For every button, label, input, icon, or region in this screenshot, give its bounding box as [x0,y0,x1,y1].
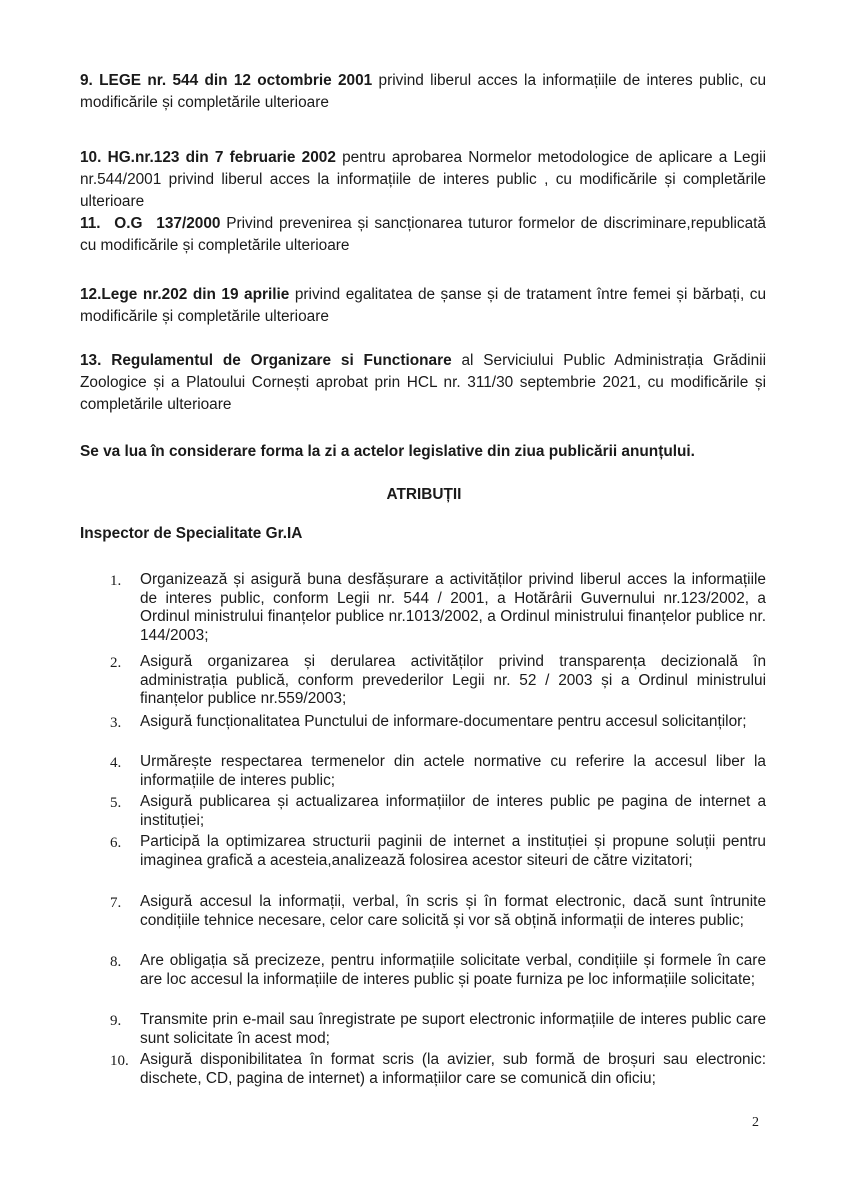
ref-title: LEGE nr. 544 din 12 octombrie 2001 [99,72,373,89]
item-number: 1. [110,573,122,589]
ref-text: al Serviciului Public Administrația Grădinii Zoologice și a Platoului Cornești aprobat prin HCL nr. 311/30 septembrie 2021, cu modificările și completările ulterioare [80,352,766,413]
list-item [110,833,766,870]
ref-number: 10. [80,149,102,166]
item-number: 7. [110,895,122,911]
ref-title: Regulamentul de Organizare si Functionare [111,352,452,369]
page-number: 2 [752,1115,759,1130]
item-number: 6. [110,835,122,851]
list-item [110,713,766,732]
list-item [110,893,766,930]
item-text: Asigură publicarea și actualizarea informațiilor de interes public pe pagina de internet a instituției; [140,793,766,829]
ref-number: 13. [80,352,102,369]
legal-reference-10 [80,147,766,213]
ref-title: O.G 137/2000 [114,215,221,232]
item-text: Urmărește respectarea termenelor din actele normative cu referire la accesul liber la informațiile de interes public; [140,753,766,789]
section-heading: ATRIBUȚII [386,486,462,503]
item-text: Organizează și asigură buna desfășurare a activităților privind liberul acces la informațiile de interes public, conform Legii nr. 544 / 2001, a Hotărârii Guvernului nr.123/2002, a Ordinul ministrului finanțelor publice nr.1013/2002, a Ordinul ministrului finanțelor publice nr. 144/2003; [140,571,766,644]
list-item [110,1051,766,1088]
ref-number: 12. [80,286,102,303]
list-item [110,571,766,645]
ref-title: Lege nr.202 din 19 aprilie [101,286,290,303]
item-text: Asigură accesul la informații, verbal, în scris și în format electronic, dacă sunt întrunite condițiile tehnice necesare, celor care solicită și vor să obțină informații de interes public; [140,893,766,929]
item-text: Participă la optimizarea structurii paginii de internet a instituției și propune soluții pentru imaginea grafică a acesteia,analizează folosirea acestor siteuri de către vizitatori; [140,833,766,869]
list-item [110,952,766,989]
item-number: 4. [110,755,122,771]
item-number: 5. [110,795,122,811]
list-item [110,753,766,790]
legislation-note: Se va lua în considerare forma la zi a actelor legislative din ziua publicării anunțului. [80,443,695,460]
legal-reference-11 [80,213,766,257]
item-number: 10. [110,1053,129,1069]
list-item [110,1011,766,1048]
item-number: 3. [110,715,122,731]
ref-text: Privind prevenirea și sancționarea tuturor formelor de discriminare,republicată cu modificările și completările ulterioare [80,215,766,254]
ref-text: privind egalitatea de șanse și de tratament între femei și bărbați, cu modificările și completările ulterioare [80,286,766,325]
ref-text: privind liberul acces la informațiile de interes public, cu modificările și completările ulterioare [80,72,767,111]
item-text: Transmite prin e-mail sau înregistrate pe suport electronic informațiile de interes public care sunt solicitate în acest mod; [140,1011,766,1047]
legal-reference-9 [80,70,766,114]
ref-text: pentru aprobarea Normelor metodologice de aplicare a Legii nr.544/2001 privind liberul acces la informațiile de interes public , cu modificările și completările ulterioare [80,149,767,210]
ref-title: HG.nr.123 din 7 februarie 2002 [107,149,336,166]
legal-reference-12 [80,284,766,328]
legal-reference-13 [80,350,766,416]
item-text: Are obligația să precizeze, pentru informațiile solicitate verbal, condițiile și formele în care are loc accesul la informațiile de interes public și poate furniza pe loc informațiile solicitate; [140,952,766,988]
item-number: 9. [110,1013,122,1029]
position-title: Inspector de Specialitate Gr.IA [80,525,303,542]
list-item [110,793,766,830]
item-number: 2. [110,655,122,671]
list-item [110,653,766,709]
item-text: Asigură organizarea și derularea activităților privind transparența decizională în administrația publică, conform prevederilor Legii nr. 52 / 2003 și a Ordinul ministrului finanțelor publice nr.559/2003; [140,653,766,707]
ref-number: 11. [80,215,101,232]
item-text: Asigură funcționalitatea Punctului de informare-documentare pentru accesul solicitanților; [140,713,747,730]
ref-number: 9. [80,72,93,89]
item-text: Asigură disponibilitatea în format scris (la avizier, sub formă de broșuri sau electronic: dischete, CD, pagina de internet) a informațiilor care se comunică din oficiu; [140,1051,766,1087]
item-number: 8. [110,954,122,970]
